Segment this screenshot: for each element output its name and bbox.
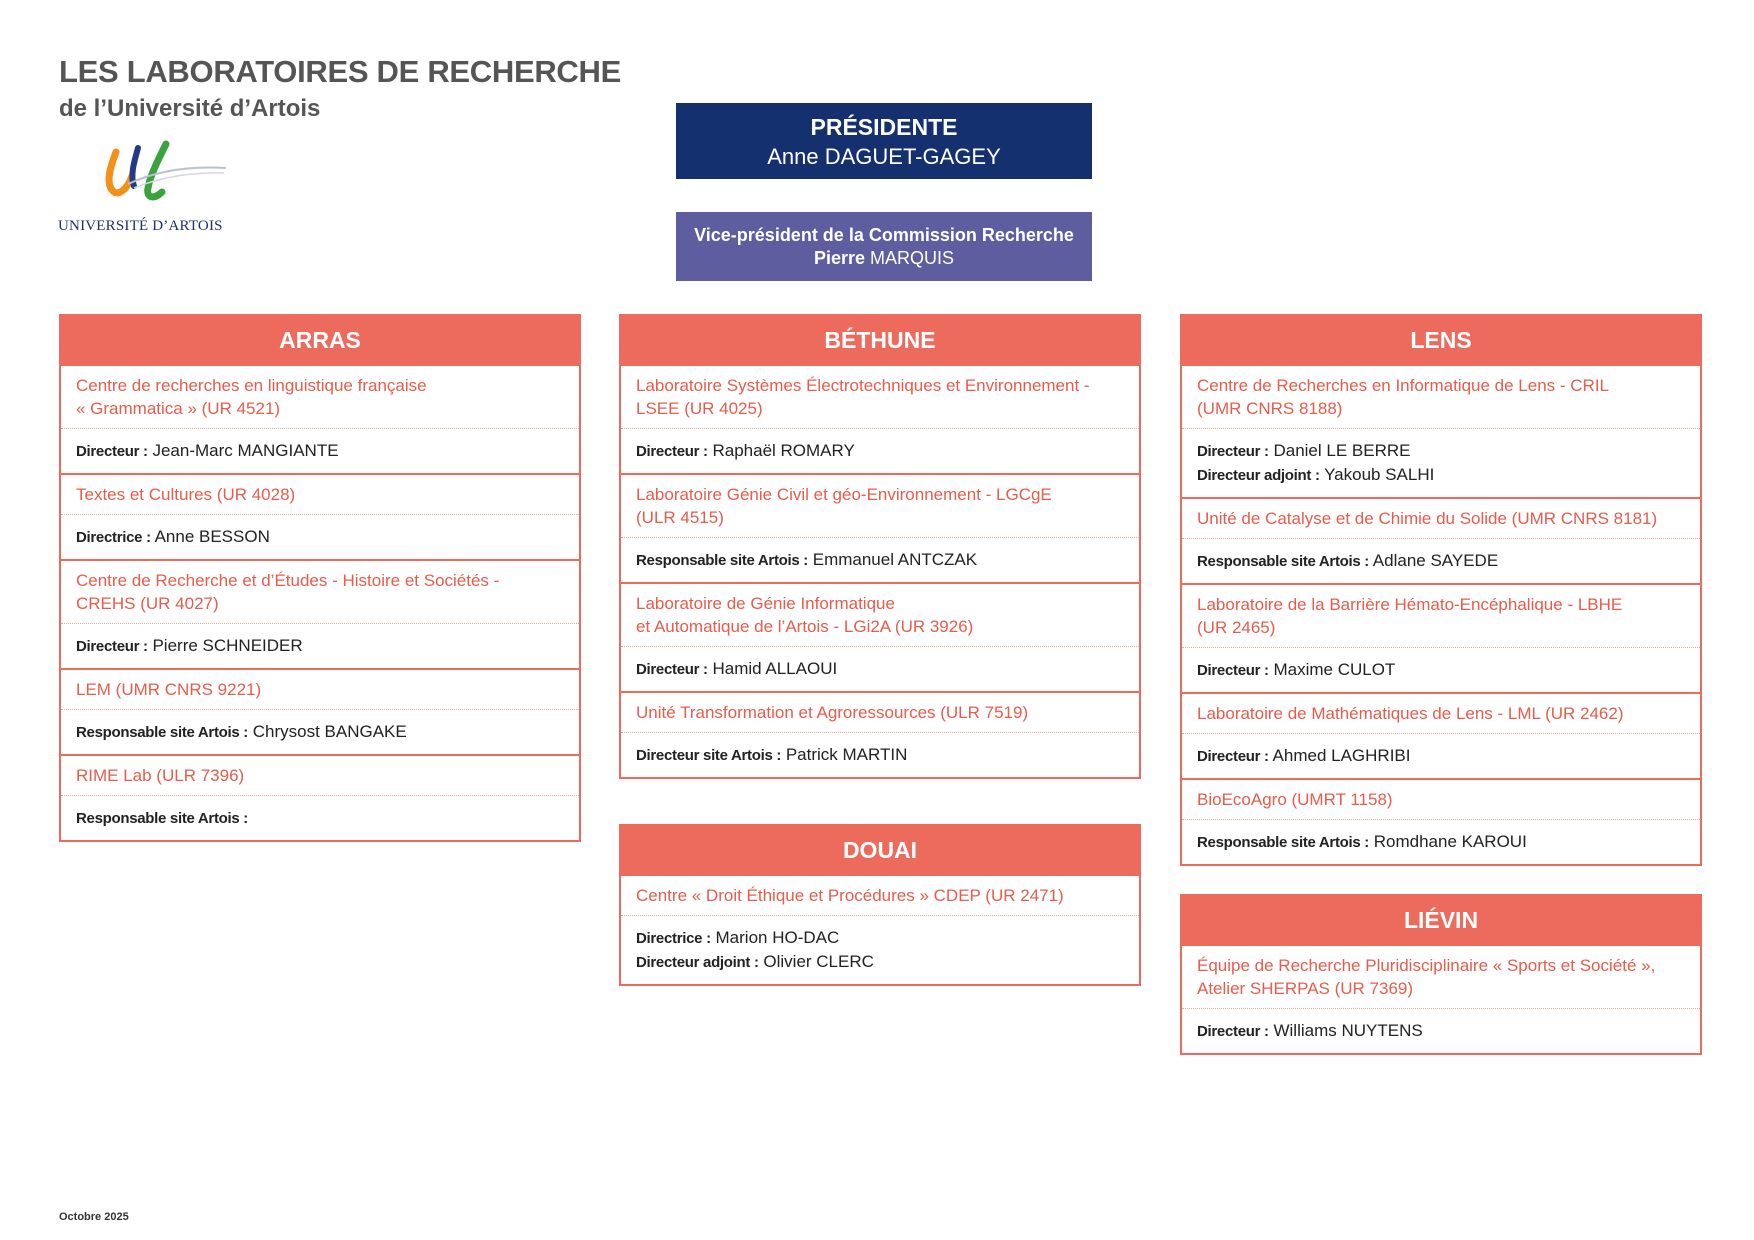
person-row [1197,439,1686,463]
person-name: Anne BESSON [154,527,270,546]
page-subtitle: de l’Université d’Artois [59,95,321,122]
lab-entry [61,668,579,754]
person-role: Directeur : [1197,1023,1269,1040]
lab-entry [61,364,579,473]
person-role: Directeur site Artois : [636,747,782,764]
person-name: Jean-Marc MANGIANTE [152,441,339,460]
person-name: Chrysost BANGAKE [252,722,407,741]
person-role: Directeur : [76,443,148,460]
lab-people [621,647,1139,691]
person-row [1197,1019,1686,1043]
person-name: Williams NUYTENS [1273,1021,1423,1040]
person-role: Directeur : [1197,662,1269,679]
lab-entry [1182,364,1700,497]
vice-president-name [676,247,1092,270]
person-role: Directrice : [636,930,711,947]
person-name: Romdhane KAROUI [1373,832,1527,851]
lab-entry [621,691,1139,777]
lab-people [61,710,579,754]
lab-entry [1182,497,1700,583]
page-title: LES LABORATOIRES DE RECHERCHE [59,54,621,89]
site-header: ARRAS [61,316,579,364]
person-role: Responsable site Artois : [1197,553,1369,570]
lab-people [1182,820,1700,864]
lab-name: Équipe de Recherche Pluridisciplinaire « Sports et Société », Atelier SHERPAS (UR 7369) [1182,946,1700,1009]
lab-entry [621,364,1139,473]
lab-name: LEM (UMR CNRS 9221) [61,670,579,710]
lab-entry [1182,692,1700,778]
person-name: Olivier CLERC [763,952,874,971]
lab-people [621,429,1139,473]
person-row [636,743,1125,767]
person-role: Directeur adjoint : [636,954,759,971]
site-card-lievin [1180,894,1702,1055]
person-row [1197,549,1686,573]
lab-people [1182,429,1700,497]
site-card-bethune [619,314,1141,779]
university-logo [58,140,248,240]
lab-name: BioEcoAgro (UMRT 1158) [1182,780,1700,820]
vice-president-last-name: MARQUIS [870,248,955,268]
lab-people [61,429,579,473]
lab-people [61,515,579,559]
logo-mark-icon [98,140,228,210]
person-row [636,926,1125,950]
lab-people [621,538,1139,582]
person-row [636,548,1125,572]
lab-name: Laboratoire de la Barrière Hémato-Encéphalique - LBHE (UR 2465) [1182,585,1700,648]
lab-people [61,796,579,840]
site-card-arras [59,314,581,842]
person-row [636,657,1125,681]
lab-name: Centre de recherches en linguistique française « Grammatica » (UR 4521) [61,366,579,429]
site-card-douai [619,824,1141,986]
person-name: Hamid ALLAOUI [712,659,838,678]
site-header: LENS [1182,316,1700,364]
person-role: Directeur adjoint : [1197,467,1320,484]
lab-name: Centre « Droit Éthique et Procédures » CDEP (UR 2471) [621,876,1139,916]
lab-name: Centre de Recherches en Informatique de Lens - CRIL (UMR CNRS 8188) [1182,366,1700,429]
footer-date: Octobre 2025 [59,1211,129,1223]
lab-name: Centre de Recherche et d’Études - Histoire et Sociétés - CREHS (UR 4027) [61,561,579,624]
person-name: Emmanuel ANTCZAK [812,550,978,569]
lab-people [1182,648,1700,692]
lab-entry [61,559,579,668]
lab-people [1182,1009,1700,1053]
person-row [1197,463,1686,487]
person-row [76,525,565,549]
person-row [1197,830,1686,854]
site-header: BÉTHUNE [621,316,1139,364]
person-role: Directeur : [1197,748,1269,765]
person-row [76,634,565,658]
lab-entry [1182,583,1700,692]
person-role: Responsable site Artois : [76,724,248,741]
site-card-lens [1180,314,1702,866]
person-name: Maxime CULOT [1273,660,1396,679]
site-header: DOUAI [621,826,1139,874]
presidente-role: PRÉSIDENTE [810,114,958,140]
person-name: Adlane SAYEDE [1372,551,1499,570]
person-name: Daniel LE BERRE [1273,441,1411,460]
presidente-box [676,103,1092,179]
vice-president-first-name: Pierre [813,248,865,268]
lab-entry [621,874,1139,984]
person-name: Raphaël ROMARY [712,441,855,460]
lab-entry [621,473,1139,582]
lab-entry [61,754,579,840]
lab-people [61,624,579,668]
lab-entry [61,473,579,559]
lab-entry [621,582,1139,691]
person-row [76,720,565,744]
person-name: Ahmed LAGHRIBI [1272,746,1411,765]
person-name: Yakoub SALHI [1324,465,1435,484]
vice-president-role: Vice-président de la Commission Recherche [694,225,1074,245]
person-name: Marion HO-DAC [715,928,840,947]
lab-people [621,916,1139,984]
lab-name: Laboratoire Systèmes Électrotechniques et Environnement - LSEE (UR 4025) [621,366,1139,429]
vice-president-box [676,212,1092,281]
lab-people [621,733,1139,777]
person-role: Responsable site Artois : [1197,834,1369,851]
person-role: Directeur : [1197,443,1269,460]
person-role: Directeur : [636,443,708,460]
person-row [1197,658,1686,682]
person-row [636,950,1125,974]
person-role: Responsable site Artois : [76,810,248,827]
presidente-name: Anne DAGUET-GAGEY [767,144,1001,169]
lab-name: Laboratoire de Génie Informatique et Automatique de l’Artois - LGi2A (UR 3926) [621,584,1139,647]
person-role: Responsable site Artois : [636,552,808,569]
lab-name: RIME Lab (ULR 7396) [61,756,579,796]
person-row [76,806,565,830]
person-role: Directrice : [76,529,151,546]
lab-name: Unité Transformation et Agroressources (ULR 7519) [621,693,1139,733]
person-role: Directeur : [76,638,148,655]
lab-people [1182,539,1700,583]
lab-name: Unité de Catalyse et de Chimie du Solide (UMR CNRS 8181) [1182,499,1700,539]
lab-name: Laboratoire Génie Civil et géo-Environnement - LGCgE (ULR 4515) [621,475,1139,538]
lab-entry [1182,944,1700,1053]
person-row [76,439,565,463]
person-row [1197,744,1686,768]
lab-name: Laboratoire de Mathématiques de Lens - LML (UR 2462) [1182,694,1700,734]
site-header: LIÉVIN [1182,896,1700,944]
person-name: Pierre SCHNEIDER [152,636,303,655]
person-name: Patrick MARTIN [785,745,908,764]
lab-entry [1182,778,1700,864]
lab-name: Textes et Cultures (UR 4028) [61,475,579,515]
person-role: Directeur : [636,661,708,678]
logo-text: UNIVERSITÉ D’ARTOIS [58,218,223,234]
lab-people [1182,734,1700,778]
person-row [636,439,1125,463]
